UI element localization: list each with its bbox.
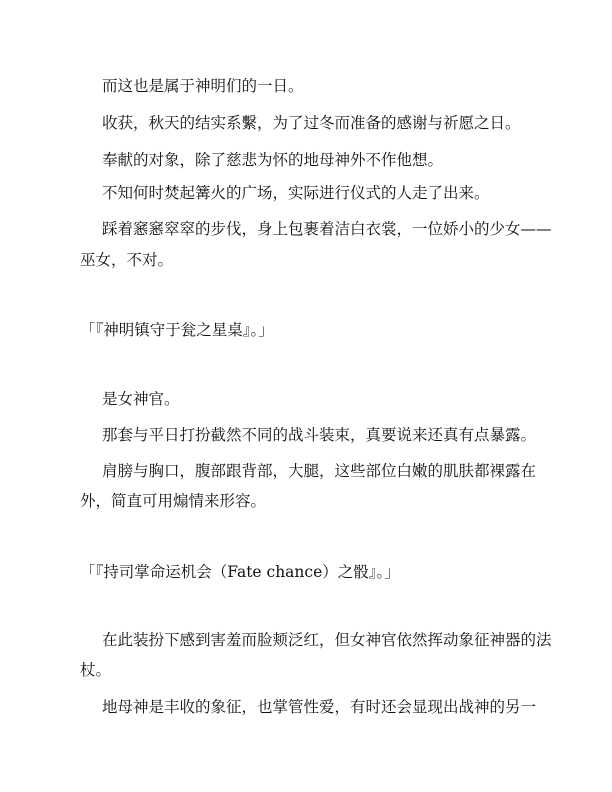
paragraph-line-13: 地母神是丰收的象征，也掌管性爱，有时还会显现出战神的另一: [102, 698, 537, 716]
paragraph-line-5: 踩着窸窸窣窣的步伐，身上包裹着洁白衣裳，一位娇小的少女——: [102, 220, 552, 238]
paragraph-line-3: 奉献的对象，除了慈悲为怀的地母神外不作他想。: [102, 151, 444, 169]
paragraph-line-8: 那套与平日打扮截然不同的战斗装束，真要说来还真有点暴露。: [102, 426, 537, 444]
paragraph-line-12: 杖。: [80, 661, 112, 679]
dialogue-line-1: 「『神明镇守于瓮之星桌』。」: [80, 321, 274, 339]
paragraph-line-7: 是女神官。: [102, 390, 180, 408]
dialogue-line-2: 「『持司掌命运机会（Fate chance）之骰』。」: [80, 563, 400, 581]
paragraph-line-2: 收获，秋天的结实系繫，为了过冬而准备的感谢与祈愿之日。: [102, 114, 521, 132]
paragraph-line-4: 不知何时焚起篝火的广场，实际进行仪式的人走了出来。: [102, 184, 490, 202]
paragraph-line-10: 外，简直可用煽情来形容。: [80, 492, 267, 510]
paragraph-line-11: 在此装扮下感到害羞而脸颊泛红，但女神官依然挥动象征神器的法: [102, 631, 552, 649]
paragraph-line-6: 巫女，不对。: [80, 251, 174, 269]
paragraph-line-1: 而这也是属于神明们的一日。: [102, 77, 304, 95]
paragraph-line-9: 肩膀与胸口，腹部跟背部，大腿，这些部位白嫩的肌肤都裸露在: [102, 462, 537, 480]
